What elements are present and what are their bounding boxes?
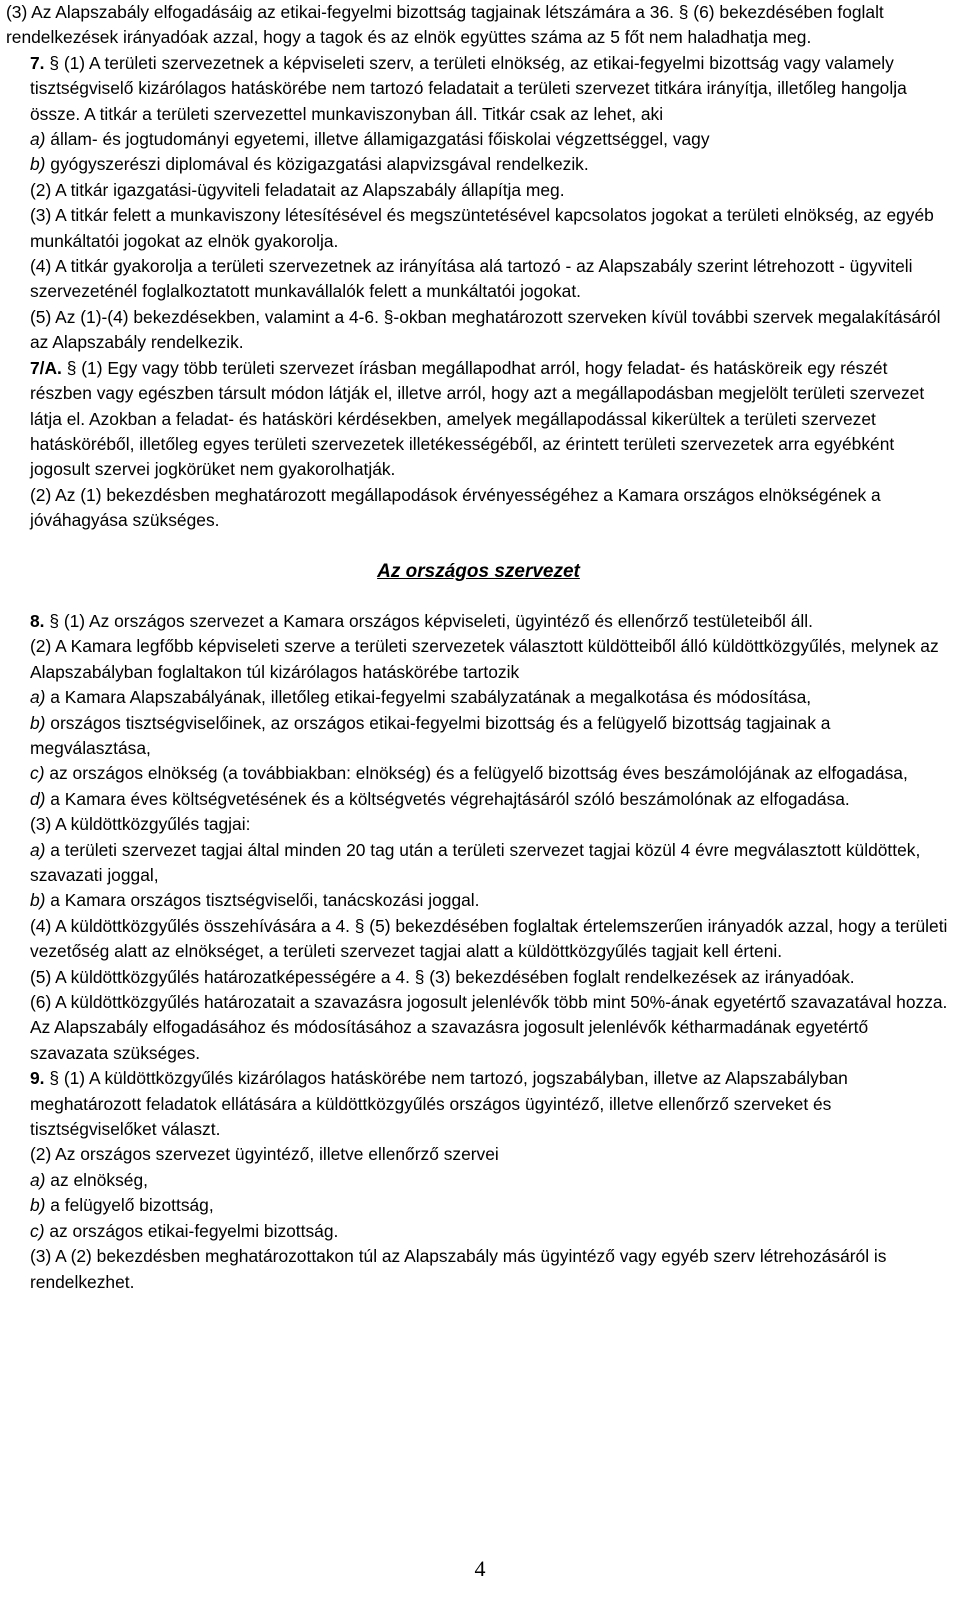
- paragraph-text: állam- és jogtudományi egyetemi, illetve államigazgatási főiskolai végzettséggel, vagy: [45, 129, 710, 150]
- paragraph: [6, 483, 951, 534]
- item-marker: a): [30, 839, 46, 860]
- item-marker: b): [30, 1195, 46, 1216]
- paragraph: [6, 965, 951, 990]
- paragraph: [6, 203, 951, 254]
- paragraph: [6, 127, 951, 152]
- paragraph: [6, 0, 951, 51]
- paragraph: [6, 178, 951, 203]
- paragraph: [6, 711, 951, 762]
- text-block-titkar: [6, 0, 951, 534]
- paragraph: [6, 305, 951, 356]
- paragraph: [6, 1193, 951, 1218]
- paragraph: [6, 1244, 951, 1295]
- item-marker: a): [30, 1169, 46, 1190]
- paragraph-text: a felügyelő bizottság,: [45, 1195, 214, 1216]
- section-number: 7.: [30, 52, 50, 73]
- paragraph-text: (2) Az országos szervezet ügyintéző, illetve ellenőrző szervei: [30, 1144, 499, 1165]
- paragraph-text: a Kamara országos tisztségviselői, tanácskozási joggal.: [45, 890, 480, 911]
- paragraph-text: (2) A titkár igazgatási-ügyviteli feladatait az Alapszabály állapítja meg.: [30, 179, 565, 200]
- paragraph-text: az elnökség,: [45, 1169, 148, 1190]
- item-marker: a): [30, 129, 46, 150]
- paragraph-text: gyógyszerészi diplomával és közigazgatási alapvizsgával rendelkezik.: [45, 154, 589, 175]
- paragraph: [6, 1066, 951, 1142]
- paragraph-text: § (1) Egy vagy több területi szervezet írásban megállapodhat arról, hogy feladat- és hatásköreik egy részét részben vagy egészben társult módon látják el, illetve arról, hogy azt a megállapodásban megjelölt területi szervezet látja el. Azokban a feladat- és hatásköri kérdésekben, amelyek megállapodással kikerültek a területi szervezet hatásköréből, illetőleg egyes területi szervezetek illetékességéből, az érintett területi szervezetek arra egyébként jogosult szervei jogkörüket nem gyakorolhatják.: [30, 357, 925, 480]
- paragraph-text: (6) A küldöttközgyűlés határozatait a szavazásra jogosult jelenlévők több mint 50%-ának egyetértő szavazatával hozza. Az Alapszabály elfogadásához és módosításához a szavazásra jogosult jelenlévők kétharmadának egyetértő szavazata szükséges.: [30, 992, 948, 1063]
- paragraph: [6, 152, 951, 177]
- paragraph-text: (5) A küldöttközgyűlés határozatképességére a 4. § (3) bekezdésében foglalt rendelkezések az irányadóak.: [30, 966, 855, 987]
- paragraph: [6, 787, 951, 812]
- item-marker: a): [30, 687, 46, 708]
- paragraph-text: (3) Az Alapszabály elfogadásáig az etikai-fegyelmi bizottság tagjainak létszámára a 36. § (6) bekezdésében foglalt rendelkezések irányadóak azzal, hogy a tagok és az elnök együttes száma az 5 főt nem haladhatja meg.: [6, 2, 884, 48]
- paragraph-text: (4) A küldöttközgyűlés összehívására a 4. § (5) bekezdésében foglaltak értelemszerűen irányadók azzal, hogy a területi vezetőség alatt az elnökséget, a területi szervezet tagjai alatt a küldöttközgyűlés tagjait kell érteni.: [30, 915, 948, 962]
- paragraph: [6, 685, 951, 710]
- paragraph-text: a területi szervezet tagjai által minden 20 tag után a területi szervezet tagjai közül 4 évre megválasztott küldöttek, szavazati joggal,: [30, 839, 921, 885]
- paragraph: [6, 51, 951, 127]
- paragraph-text: § (1) A területi szervezetnek a képviseleti szerv, a területi elnökség, az etikai-fegyelmi bizottság vagy valamely tisztségviselő kizárólagos hatáskörébe nem tartozó feladatait a területi szervezet titkára irányítja, illetőleg hangolja össze. A titkár a területi szervezettel munkaviszonyban áll. Titkár csak az lehet, aki: [30, 52, 907, 124]
- paragraph: [6, 914, 951, 965]
- paragraph: [6, 609, 951, 634]
- section-heading: Az országos szervezet: [377, 560, 580, 582]
- paragraph: [6, 1219, 951, 1244]
- paragraph: [6, 634, 951, 685]
- item-marker: c): [30, 763, 45, 784]
- paragraph: [6, 888, 951, 913]
- paragraph-text: országos tisztségviselőinek, az országos etikai-fegyelmi bizottság és a felügyelő bizottság tagjainak a megválasztása,: [30, 712, 831, 758]
- paragraph: [6, 356, 951, 483]
- text-block-orszagos: [6, 609, 951, 1295]
- paragraph-text: az országos elnökség (a továbbiakban: elnökség) és a felügyelő bizottság éves beszámolójának az elfogadása,: [44, 763, 908, 784]
- page-number: 4: [474, 1556, 486, 1581]
- paragraph-text: (3) A titkár felett a munkaviszony létesítésével és megszüntetésével kapcsolatos jogokat a területi elnökség, az egyéb munkáltatói jogokat az elnök gyakorolja.: [30, 205, 934, 251]
- paragraph-text: (3) A küldöttközgyűlés tagjai:: [30, 814, 251, 835]
- paragraph: [6, 1168, 951, 1193]
- paragraph-text: (3) A (2) bekezdésben meghatározottakon túl az Alapszabály más ügyintéző vagy egyéb szerv létrehozásáról is rendelkezhet.: [30, 1246, 887, 1292]
- paragraph: [6, 812, 951, 837]
- paragraph: [6, 990, 951, 1066]
- item-marker: b): [30, 890, 46, 911]
- section-number: 8.: [30, 610, 50, 631]
- paragraph-text: a Kamara Alapszabályának, illetőleg etikai-fegyelmi szabályzatának a megalkotása és módosítása,: [45, 687, 812, 708]
- spacer: [6, 584, 951, 609]
- paragraph: [6, 838, 951, 889]
- paragraph-text: § (1) A küldöttközgyűlés kizárólagos hatáskörébe nem tartozó, jogszabályban, illetve az Alapszabályban meghatározott feladatok ellátására a küldöttközgyűlés országos ügyintéző, illetve ellenőrző szerveket és tisztségviselőket választ.: [30, 1068, 848, 1140]
- paragraph-text: a Kamara éves költségvetésének és a költségvetés végrehajtásáról szóló beszámolónak az elfogadása.: [45, 788, 850, 809]
- paragraph-text: (5) Az (1)-(4) bekezdésekben, valamint a 4-6. §-okban meghatározott szerveken kívül további szervek megalakításáról az Alapszabály rendelkezik.: [30, 306, 941, 353]
- section-number: 7/A.: [30, 357, 67, 378]
- paragraph: [6, 761, 951, 786]
- spacer: [6, 534, 951, 559]
- item-marker: b): [30, 712, 46, 733]
- section-number: 9.: [30, 1068, 50, 1089]
- paragraph-text: az országos etikai-fegyelmi bizottság.: [44, 1220, 339, 1241]
- document-page: [6, 0, 951, 1295]
- paragraph-text: (2) A Kamara legfőbb képviseleti szerve a területi szervezetek választott küldötteiből álló küldöttközgyűlés, melynek az Alapszabályban foglaltakon túl kizárólagos hatáskörébe tartozik: [30, 636, 939, 682]
- item-marker: d): [30, 788, 46, 809]
- paragraph: [6, 1142, 951, 1167]
- paragraph: [6, 254, 951, 305]
- item-marker: c): [30, 1220, 45, 1241]
- paragraph-text: (4) A titkár gyakorolja a területi szervezetnek az irányítása alá tartozó - az Alapszabály szerint létrehozott - ügyviteli szervezeténél foglalkoztatott munkavállalók felett a munkáltatói jogokat.: [30, 256, 913, 302]
- paragraph-text: § (1) Az országos szervezet a Kamara országos képviseleti, ügyintéző és ellenőrző testületeiből áll.: [49, 610, 813, 631]
- paragraph-text: (2) Az (1) bekezdésben meghatározott megállapodások érvényességéhez a Kamara országos elnökségének a jóváhagyása szükséges.: [30, 484, 881, 531]
- item-marker: b): [30, 154, 46, 175]
